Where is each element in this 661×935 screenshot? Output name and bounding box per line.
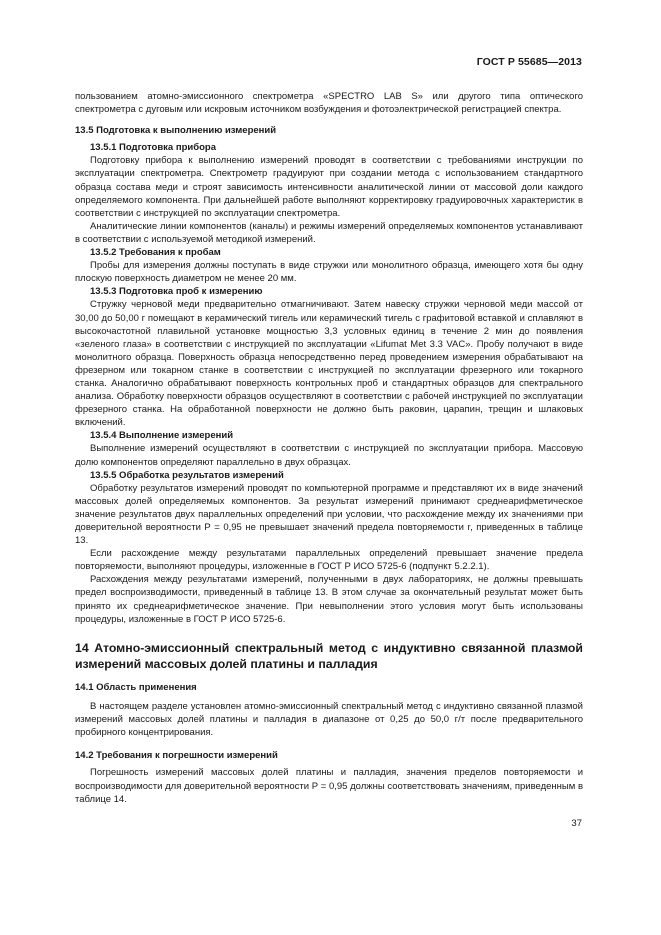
paragraph: Стружку черновой меди предварительно отмагничивают. Затем навеску стружки черновой меди массой от 30,00 до 50,00 г помещают в керамический тигель или керамический тигель с графитовой вставкой и сплавляют в высокочастотной плавильной установке мощностью 3,3 условных единиц в течение 2 мин до появления «зеленого глаза» в соответствии с инструкцией по эксплуатации «Lifumat Met 3.3 VAC». Пробу получают в виде монолитного образца. Поверхность образца непосредственно перед проведением измерения обрабатывают на фрезерном или токарном станке в соответствии с инструкцией по эксплуатации фрезерного или токарного станка. Аналогично обрабатывают поверхность контрольных проб и стандартных образцов для спектрального анализа. Обработку поверхности образцов осуществляют в соответствии с рабочей инструкцией по эксплуатации фрезерного станка. На обработанной поверхности не должно быть раковин, царапин, трещин и шлаковых включений. [75, 299, 583, 429]
paragraph: Расхождения между результатами измерений, полученными в двух лабораториях, не должны превышать предел воспроизводимости, приведенный в таблице 13. В этом случае за окончательный результат может быть принято их среднеарифметическое значение. При невыполнении этого условия могут быть использованы процедуры, изложенные в ГОСТ Р ИСО 5725-6. [75, 574, 583, 625]
paragraph: Аналитические линии компонентов (каналы) и режимы измерений определяемых компонентов устанавливают в соответствии с используемой методикой измерений. [75, 220, 583, 245]
section-13-5-3-heading: 13.5.3 Подготовка проб к измерению [90, 286, 263, 298]
paragraph: Подготовку прибора к выполнению измерений проводят в соответствии с требованиями инструкции по эксплуатации спектрометра. Спектрометр градуируют при создании метода с использованием стандартного образца состава меди и строят зависимость интенсивности аналитической линии от массовой доли каждого определяемого компонента. При дальнейшей работе выполняют корректировку градуировочных характеристик в соответствии с инструкцией по эксплуатации спектрометра. [75, 155, 583, 219]
section-14-1-heading: 14.1 Область применения [75, 681, 197, 693]
paragraph: Пробы для измерения должны поступать в виде стружки или монолитного образца, имеющего хотя бы одну плоскую поверхность диаметром не менее 20 мм. [75, 260, 583, 285]
page-number: 37 [571, 818, 582, 829]
paragraph: Если расхождение между результатами параллельных определений превышает значение предела повторяемости, выполняют процедуры, изложенные в ГОСТ Р ИСО 5725-6 (подпункт 5.2.2.1). [75, 548, 583, 573]
document-id-header: ГОСТ Р 55685—2013 [476, 56, 582, 68]
section-14-2-heading: 14.2 Требования к погрешности измерений [75, 750, 278, 762]
paragraph: В настоящем разделе установлен атомно-эмиссионный спектральный метод с индуктивно связанной плазмой измерений массовых долей платины и палладия в диапазоне от 0,25 до 50,0 г/т после предварительного пробирного концентрирования. [75, 701, 583, 739]
intro-paragraph: пользованием атомно-эмиссионного спектрометра «SPECTRO LAB S» или другого типа оптического спектрометра с дуговым или искровым источником возбуждения и фотоэлектрической регистрацией спектра. [75, 91, 583, 116]
section-13-5-1-heading: 13.5.1 Подготовка прибора [90, 142, 216, 154]
section-14-heading: 14 Атомно-эмиссионный спектральный метод с индуктивно связанной плазмой измерений массовых долей платины и палладия [75, 640, 583, 672]
section-13-5-heading: 13.5 Подготовка к выполнению измерений [75, 125, 277, 137]
section-13-5-4-heading: 13.5.4 Выполнение измерений [90, 430, 234, 442]
section-13-5-2-heading: 13.5.2 Требования к пробам [90, 247, 221, 259]
section-13-5-5-heading: 13.5.5 Обработка результатов измерений [90, 469, 284, 481]
paragraph: Обработку результатов измерений проводят по компьютерной программе и представляют их в виде значений массовых долей определяемых компонентов. За результат измерений принимают среднеарифметическое значение результатов двух параллельных определений при условии, что расхождение между их значениями при доверительной вероятности Р = 0,95 не превышает значений предела повторяемости r, приведенных в таблице 13. [75, 482, 583, 547]
paragraph: Выполнение измерений осуществляют в соответствии с инструкцией по эксплуатации прибора. Массовую долю компонентов определяют параллельно в двух образцах. [75, 443, 583, 468]
paragraph: Погрешность измерений массовых долей платины и палладия, значения пределов повторяемости и воспроизводимости для доверительной вероятности Р = 0,95 должны соответствовать значениям, приведенным в таблице 14. [75, 767, 583, 805]
document-body [75, 90, 583, 806]
